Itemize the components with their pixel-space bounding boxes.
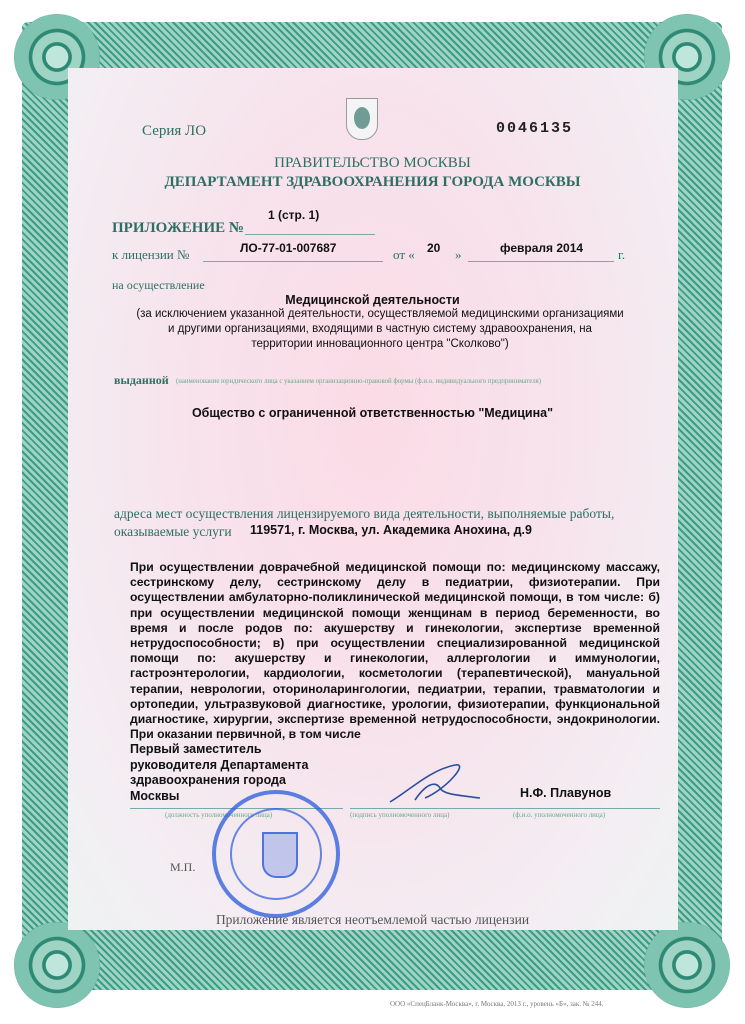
licensed-services-text: При осуществлении доврачебной медицинской помощи по: медицинскому массажу, сестринскому делу, сестринскому делу в педиатрии, физиотерапии. При осуществлении амбулаторно-поликлинической медицинской помощи, в том числе: б) при осуществлении медицинской помощи женщинам в период беременности, во время и после родов по: акушерству и гинекологии, экспертизе временной нетрудоспособности; в) при осуществлении специализированной медицинской помощи по: акушерству и гинекологии, аллергологии и иммунологии, гастроэнтерологии, кардиологии, косметологии (терапевтической), мануальной терапии, неврологии, оториноларингологии, педиатрии, терапии, травматологии и ортопедии, ультразвуковой диагностике, урологии, физиотерапии, функциональной диагностике, хирургии, экспертизе временной нетрудоспособности, эндокринологии. При оказании первичной, в том числе bbox=[130, 560, 660, 742]
signature-caption: (подпись уполномоченного лица) bbox=[350, 811, 450, 819]
series-label: Серия ЛО bbox=[142, 123, 207, 139]
activity-note-line: и другими организациями, входящими в частную систему здравоохранения, на bbox=[168, 323, 592, 335]
license-day: 20 bbox=[427, 241, 441, 255]
coat-of-arms-emblem bbox=[346, 98, 378, 140]
day-close-quote: » bbox=[455, 247, 462, 262]
name-caption: (ф.и.о. уполномоченного лица) bbox=[513, 811, 606, 819]
position-caption: (должность уполномоченного лица) bbox=[165, 811, 273, 819]
government-title: ПРАВИТЕЛЬСТВО МОСКВЫ bbox=[274, 155, 471, 171]
appendix-number: 1 (стр. 1) bbox=[268, 208, 320, 222]
appendix-label: ПРИЛОЖЕНИЕ № bbox=[112, 220, 244, 236]
license-month-year: февраля 2014 bbox=[500, 241, 584, 255]
organization-name: Общество с ограниченной ответственностью "Медицина" bbox=[191, 406, 554, 420]
activity-title: Медицинской деятельности bbox=[285, 293, 460, 307]
signer-position: Первый заместитель руководителя Департамента здравоохранения города Москвы bbox=[130, 742, 309, 803]
corner-rosette bbox=[14, 922, 100, 1008]
handwritten-signature bbox=[385, 760, 485, 810]
corner-rosette bbox=[644, 922, 730, 1008]
stamp-place-label: М.П. bbox=[170, 860, 196, 874]
address-value: 119571, г. Москва, ул. Академика Анохина, д.9 bbox=[250, 523, 532, 537]
footer-note: Приложение является неотъемлемой частью лицензии bbox=[215, 912, 530, 927]
address-label-line1: адреса мест осуществления лицензируемого вида деятельности, выполняемые работы, bbox=[114, 506, 615, 521]
issued-caption: (наименование юридического лица с указанием организационно-правовой формы (ф.и.о. индивидуального предпринимателя) bbox=[176, 378, 542, 385]
activity-note-line: территории инновационного центра "Сколково") bbox=[251, 338, 509, 350]
license-number: ЛО-77-01-007687 bbox=[240, 241, 337, 255]
issued-label: выданной bbox=[114, 373, 169, 387]
activity-label: на осуществление bbox=[112, 278, 205, 292]
official-seal-stamp bbox=[212, 790, 340, 918]
signer-name: Н.Ф. Плавунов bbox=[520, 786, 612, 800]
year-suffix: г. bbox=[618, 247, 626, 262]
activity-note-line: (за исключением указанной деятельности, осуществляемой медицинскими организациями bbox=[136, 308, 624, 320]
printer-imprint: ООО «СпецБланк-Москва», г. Москва, 2013 г., уровень «Б», зак. № 244. bbox=[390, 1000, 604, 1008]
address-label-line2: оказываемые услуги bbox=[114, 524, 232, 539]
license-label: к лицензии № bbox=[112, 247, 190, 262]
from-label: от « bbox=[393, 247, 415, 262]
serial-number: 0046135 bbox=[496, 120, 574, 137]
department-title: ДЕПАРТАМЕНТ ЗДРАВООХРАНЕНИЯ ГОРОДА МОСКВЫ bbox=[164, 174, 581, 190]
